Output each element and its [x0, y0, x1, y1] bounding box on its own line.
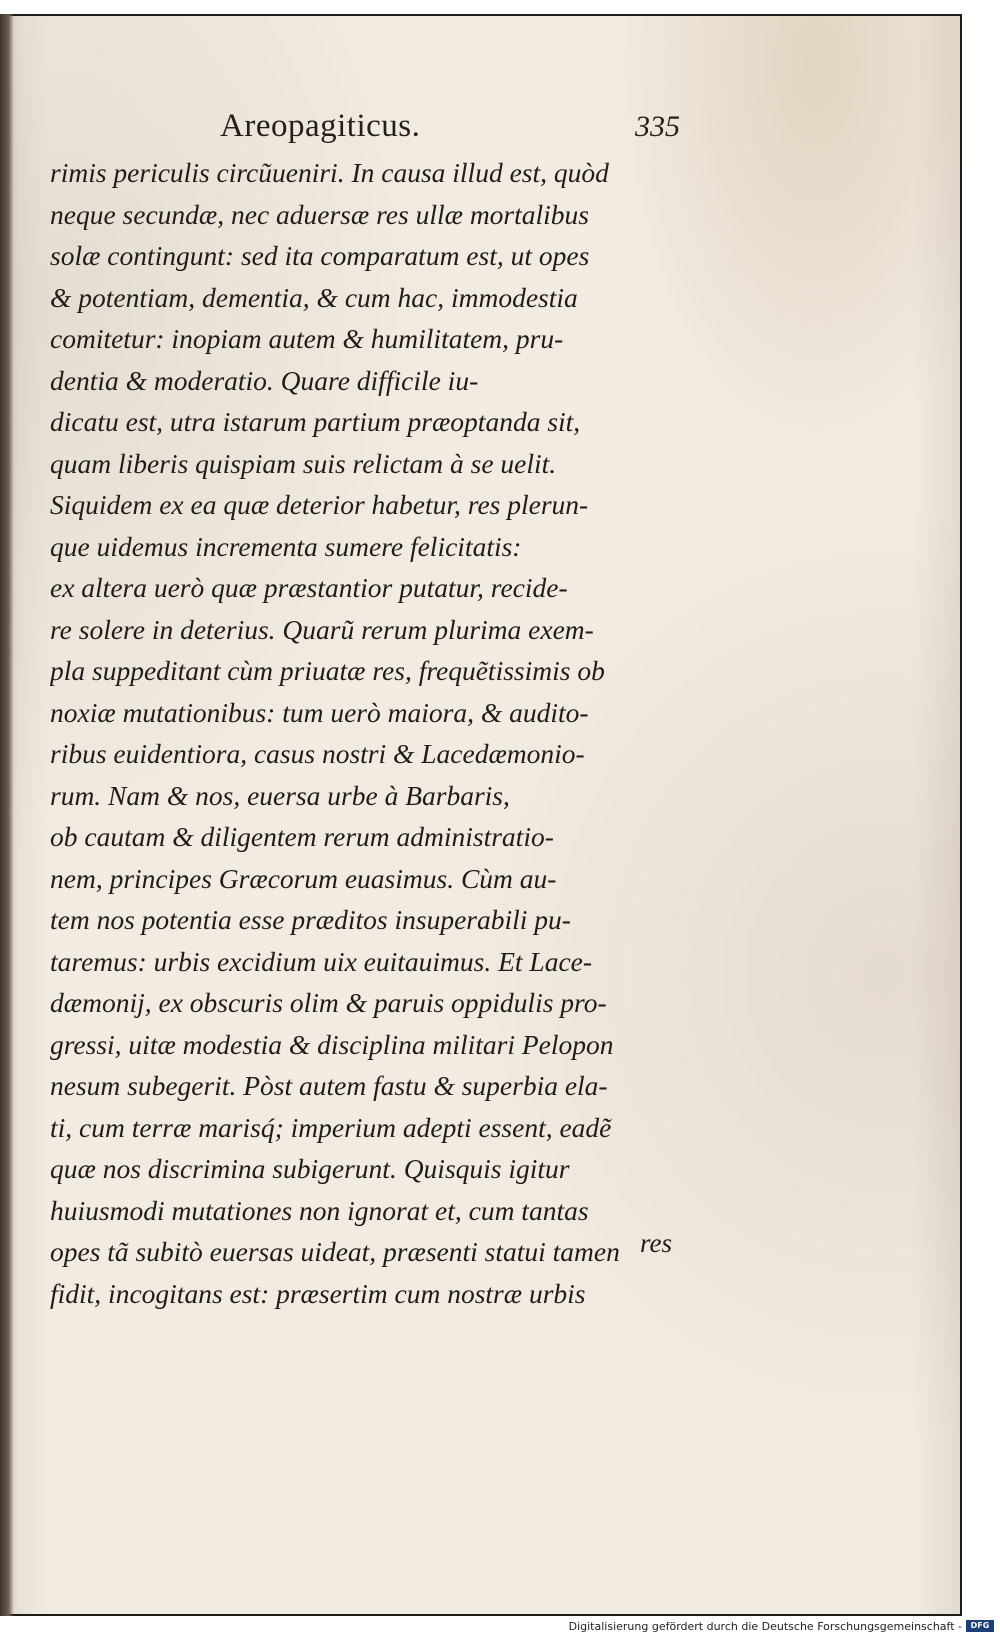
- funding-credit: Digitalisierung gefördert durch die Deutsche Forschungsgemeinschaft -: [568, 1619, 962, 1633]
- text-line: ti, cum terræ marisq́; imperium adepti essent, eadẽ: [50, 1111, 612, 1143]
- running-head: Areopagiticus.: [220, 108, 421, 144]
- page-spine-shadow: [0, 14, 14, 1616]
- text-line: noxiæ mutationibus: tum uerò maiora, & audito-: [50, 696, 589, 728]
- text-line: nesum subegerit. Pòst autem fastu & superbia ela-: [50, 1070, 608, 1101]
- text-line: & potentiam, dementia, & cum hac, immodestia: [50, 281, 578, 313]
- text-line: Siquidem ex ea quæ deterior habetur, res plerun-: [50, 489, 589, 520]
- text-line: rum. Nam & nos, euersa urbe à Barbaris,: [50, 779, 510, 811]
- text-line: neque secundæ, nec aduersæ res ullæ mortalibus: [50, 198, 590, 230]
- catchword: res: [640, 1228, 672, 1258]
- dfg-logo-icon: DFG: [966, 1620, 994, 1632]
- text-line: ex altera uerò quæ præstantior putatur, recide-: [50, 572, 568, 603]
- body-text: [50, 152, 700, 1314]
- text-line: fidit, incogitans est: præsertim cum nostræ urbis: [50, 1277, 586, 1309]
- text-line: opes tã subitò euersas uideat, præsenti statui tamen: [50, 1236, 620, 1267]
- text-line: gressi, uitæ modestia & disciplina militari Pelopon: [50, 1028, 614, 1060]
- text-line: quam liberis quispiam suis relictam à se uelit.: [50, 447, 557, 479]
- text-line: tem nos potentia esse præditos insuperabili pu-: [50, 904, 571, 935]
- text-line: nem, principes Græcorum euasimus. Cùm au-: [50, 862, 557, 894]
- page-header: [220, 108, 680, 152]
- text-line: re solere in deterius. Quarũ rerum plurima exem-: [50, 613, 594, 645]
- text-line: rimis periculis circũueniri. In causa illud est, quòd: [50, 157, 609, 188]
- text-line: pla suppeditant cùm priuatæ res, frequẽtissimis ob: [50, 655, 605, 686]
- digitization-footer: [569, 1618, 994, 1634]
- text-line: dæmonij, ex obscuris olim & paruis oppidulis pro-: [50, 987, 607, 1018]
- text-line: dicatu est, utra istarum partium præoptanda sit,: [50, 406, 581, 437]
- text-line: solæ contingunt: sed ita comparatum est, ut opes: [50, 240, 590, 271]
- text-line: dentia & moderatio. Quare difficile iu-: [50, 364, 479, 396]
- text-line: ob cautam & diligentem rerum administratio-: [50, 821, 554, 852]
- text-line: comitetur: inopiam autem & humilitatem, pru-: [50, 323, 564, 354]
- text-line: huiusmodi mutationes non ignorat et, cum tantas: [50, 1194, 589, 1226]
- text-line: que uidemus incrementa sumere felicitatis:: [50, 530, 522, 562]
- page-number: 335: [635, 110, 680, 143]
- text-line: ribus euidentiora, casus nostri & Lacedæmonio-: [50, 738, 585, 769]
- text-line: quæ nos discrimina subigerunt. Quisquis igitur: [50, 1153, 570, 1184]
- text-line: taremus: urbis excidium uix euitauimus. Et Lace-: [50, 945, 593, 977]
